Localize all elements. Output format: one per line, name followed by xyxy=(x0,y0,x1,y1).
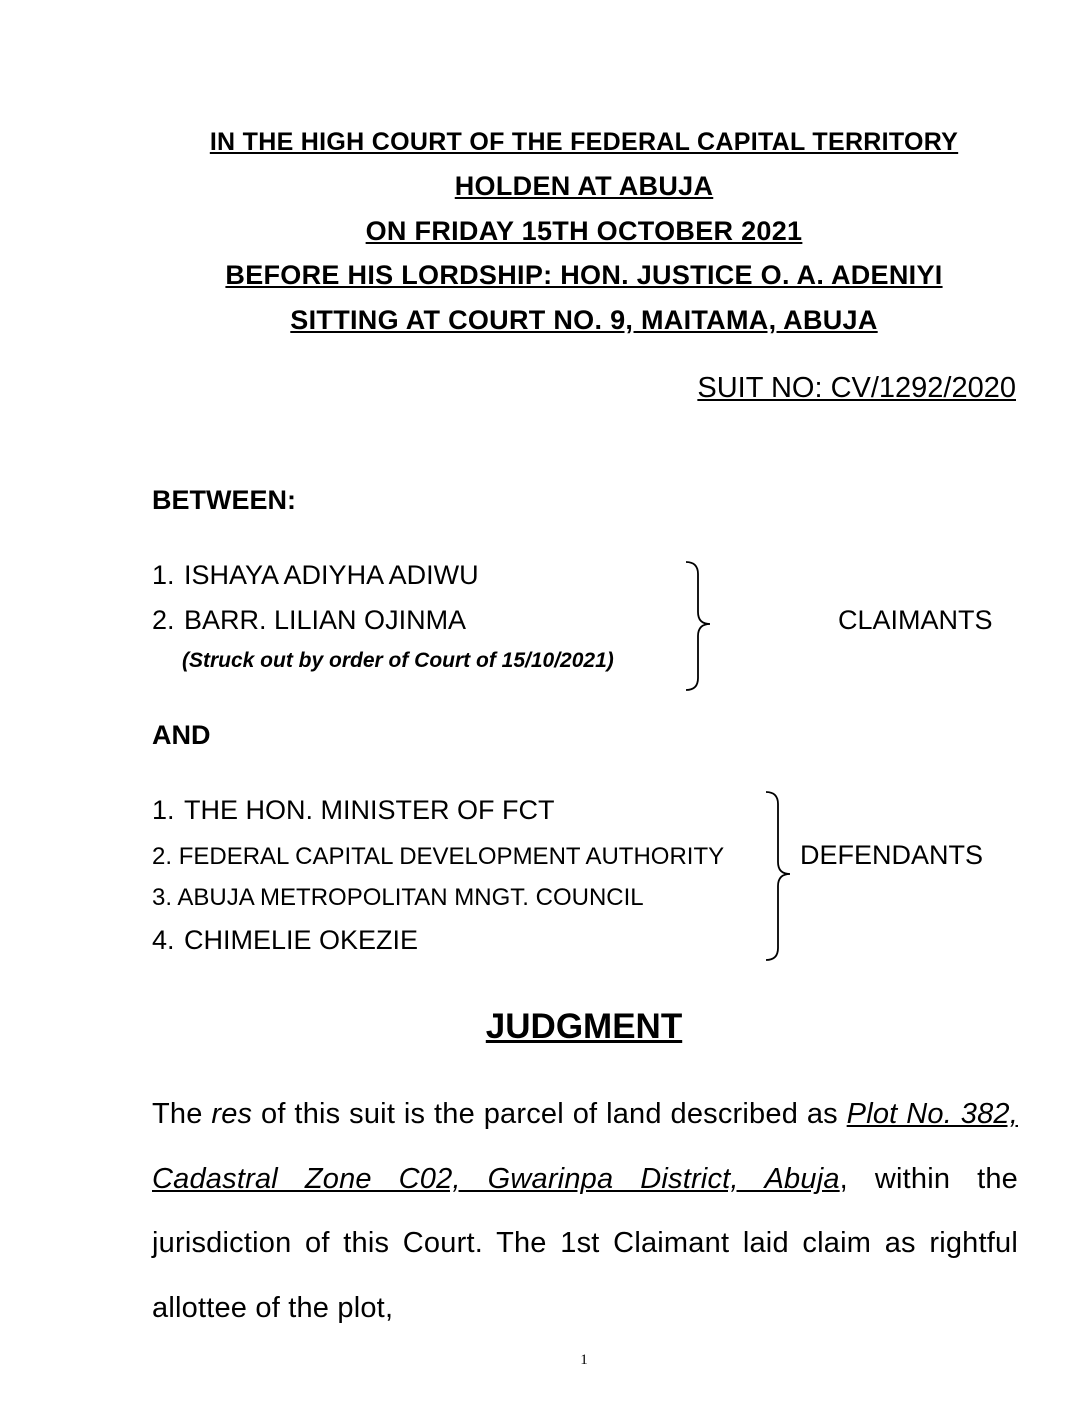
defendant-1-number: 1. xyxy=(152,795,175,825)
defendant-1-name: THE HON. MINISTER OF FCT xyxy=(184,795,555,825)
court-heading: IN THE HIGH COURT OF THE FEDERAL CAPITAL TERRITORY xyxy=(209,128,959,156)
claimant-2 xyxy=(152,605,466,636)
suit-number: SUIT NO: CV/1292/2020 xyxy=(697,372,1016,404)
defendant-1 xyxy=(152,795,555,826)
judgment-paragraph xyxy=(152,1082,1018,1340)
page-number: 1 xyxy=(580,1352,588,1368)
hearing-date: ON FRIDAY 15TH OCTOBER 2021 xyxy=(365,216,803,246)
and-label: AND xyxy=(152,720,211,750)
defendant-2-number: 2. xyxy=(152,843,173,870)
defendant-2 xyxy=(152,843,724,871)
paragraph-text: The xyxy=(152,1098,212,1130)
claimant-2-name: BARR. LILIAN OJINMA xyxy=(184,605,467,635)
defendant-2-name: FEDERAL CAPITAL DEVELOPMENT AUTHORITY xyxy=(178,843,725,870)
paragraph-text: of this suit is the parcel of land described as xyxy=(252,1098,847,1130)
court-location: HOLDEN AT ABUJA xyxy=(454,171,714,201)
defendant-3 xyxy=(152,884,644,912)
defendants-brace xyxy=(762,790,796,962)
document-title: JUDGMENT xyxy=(485,1007,683,1046)
defendant-4-name: CHIMELIE OKEZIE xyxy=(184,925,419,955)
claimant-2-note: (Struck out by order of Court of 15/10/2021) xyxy=(182,649,614,672)
claimant-1-name: ISHAYA ADIYHA ADIWU xyxy=(184,560,479,590)
presiding-judge: BEFORE HIS LORDSHIP: HON. JUSTICE O. A. ADENIYI xyxy=(225,260,943,290)
claimant-1 xyxy=(152,560,479,591)
between-label: BETWEEN: xyxy=(152,485,296,515)
res-term: res xyxy=(211,1098,253,1130)
claimants-brace xyxy=(682,560,716,692)
plot-description: Plot No. 382, Cadastral Zone C02, Gwarinpa District, Abuja xyxy=(152,1098,1018,1195)
paragraph-text: , within the jurisdiction of this Court. The 1st Claimant laid claim as rightful allottee of the plot, xyxy=(152,1162,1018,1324)
defendants-label: DEFENDANTS xyxy=(800,840,984,870)
claimant-1-number: 1. xyxy=(152,560,175,590)
defendant-3-name: ABUJA METROPOLITAN MNGT. COUNCIL xyxy=(177,884,644,911)
claimants-label: CLAIMANTS xyxy=(838,605,993,635)
court-venue: SITTING AT COURT NO. 9, MAITAMA, ABUJA xyxy=(290,305,878,335)
defendant-4-number: 4. xyxy=(152,925,175,955)
defendant-3-number: 3. xyxy=(152,884,173,911)
defendant-4 xyxy=(152,925,418,956)
claimant-2-number: 2. xyxy=(152,605,175,635)
